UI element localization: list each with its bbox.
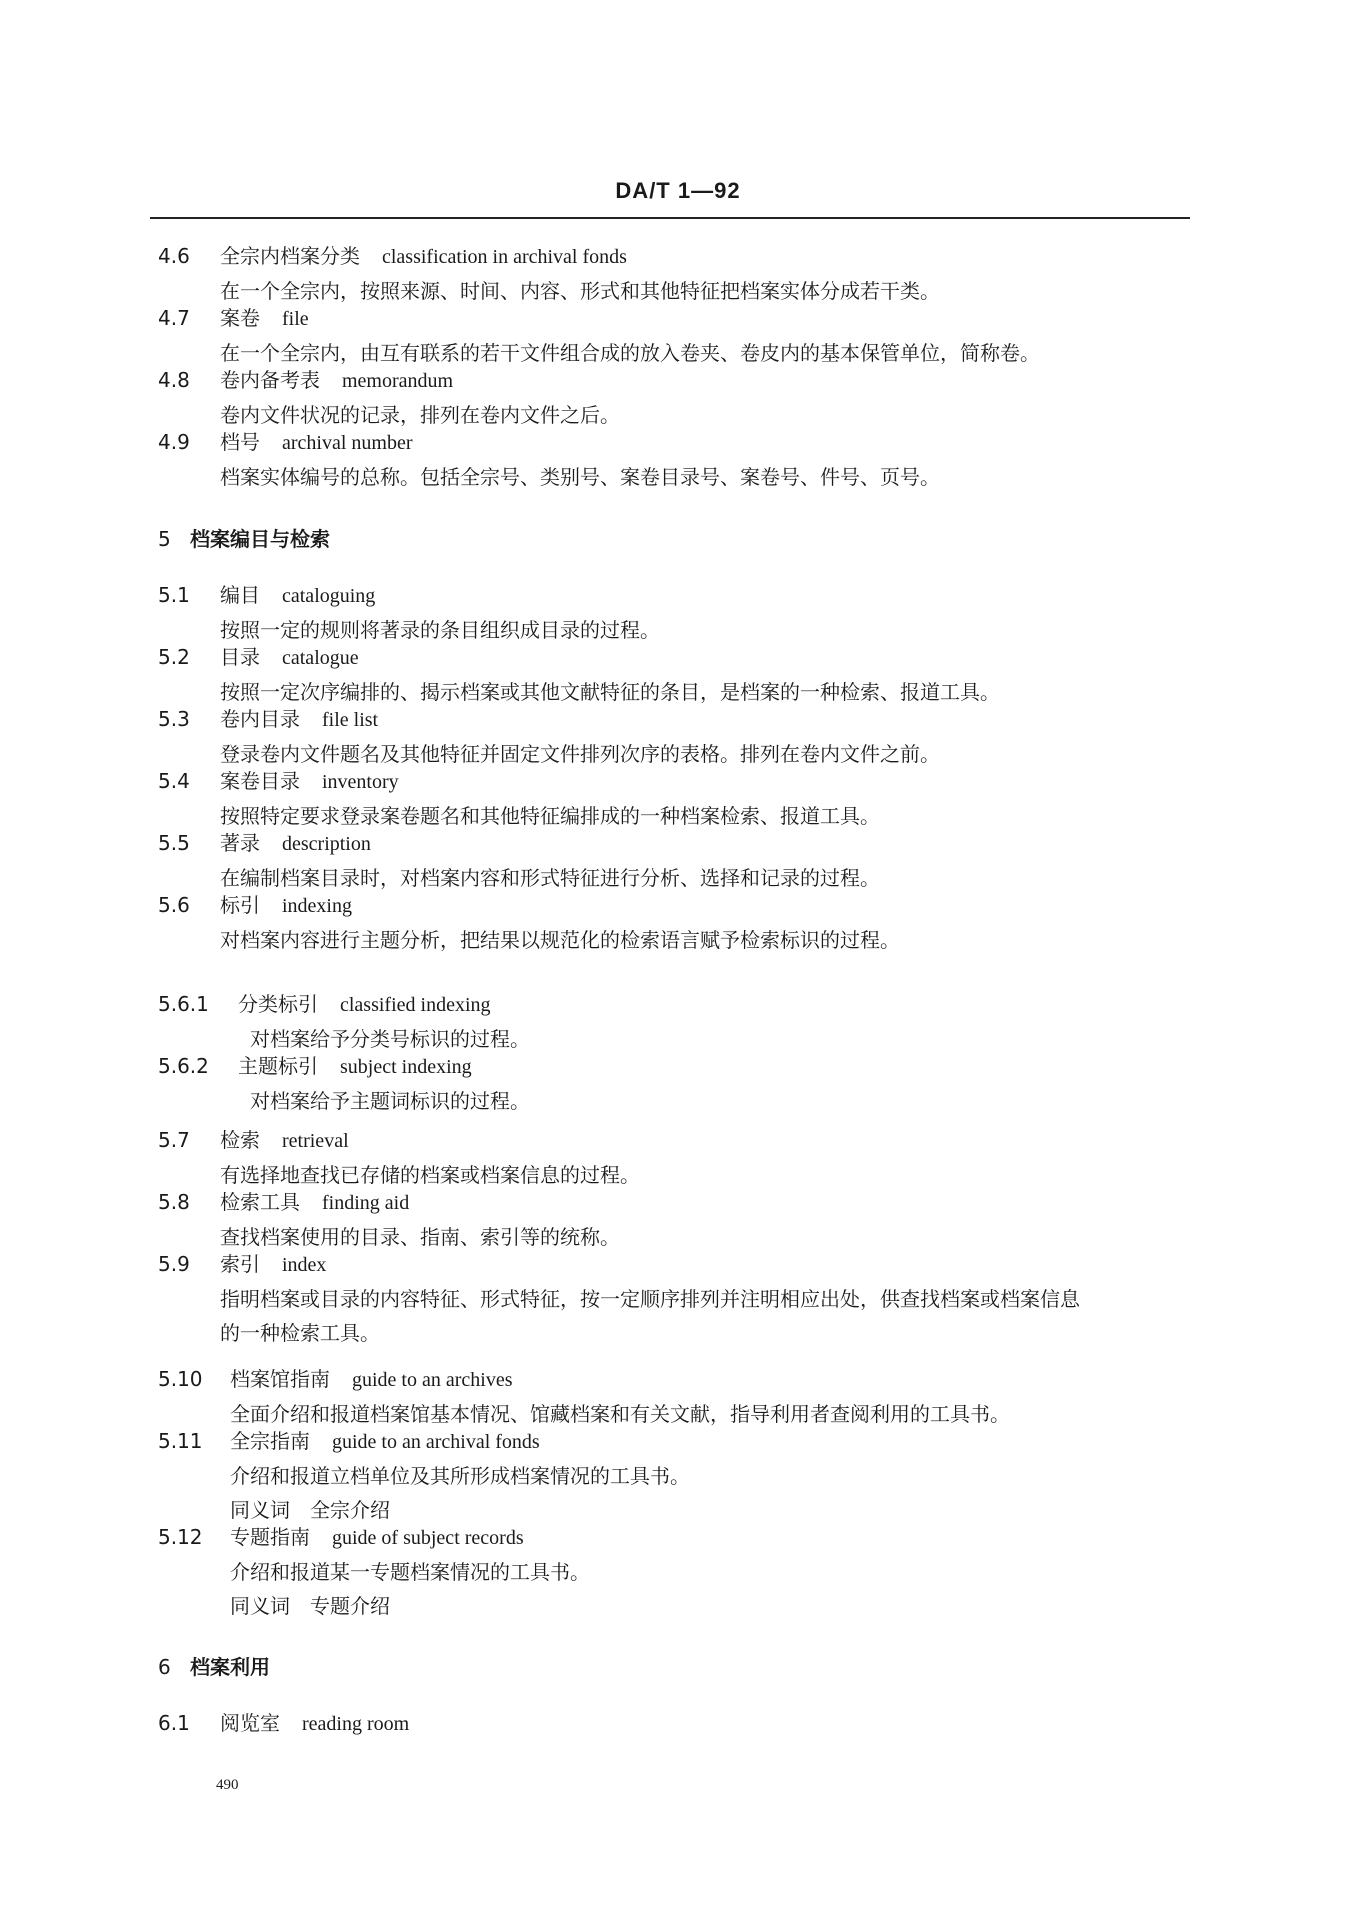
term-chinese: 阅览室 [220, 1711, 280, 1735]
term-chinese: 著录 [220, 831, 260, 855]
term-english: guide to an archival fonds [332, 1431, 540, 1453]
term-line [158, 987, 1218, 1022]
term-definition: 按照一定次序编排的、揭示档案或其他文献特征的条目，是档案的一种检索、报道工具。 [220, 680, 1000, 704]
term-definition: 对档案内容进行主题分析，把结果以规范化的检索语言赋予检索标识的过程。 [220, 928, 900, 952]
term-definition: 同义词 全宗介绍 [230, 1498, 390, 1522]
term-line [158, 578, 1218, 613]
term-chinese: 标引 [220, 893, 260, 917]
term-english: retrieval [282, 1130, 349, 1152]
term-definition: 查找档案使用的目录、指南、索引等的统称。 [220, 1225, 620, 1249]
term-number: 5.12 [158, 1525, 203, 1549]
term-entry [158, 1520, 1218, 1623]
term-entry [158, 1706, 1218, 1741]
term-line [158, 425, 1218, 460]
term-english: subject indexing [340, 1056, 472, 1078]
term-entry [158, 764, 1218, 833]
section-number: 5 [158, 527, 171, 551]
term-definition: 指明档案或目录的内容特征、形式特征，按一定顺序排列并注明相应出处，供查找档案或档案信息 [220, 1287, 1080, 1311]
term-chinese: 全宗内档案分类 [220, 244, 360, 268]
term-definition: 对档案给予分类号标识的过程。 [250, 1027, 530, 1051]
term-line [158, 1185, 1218, 1220]
term-entry [158, 239, 1218, 308]
term-definition: 的一种检索工具。 [220, 1321, 380, 1345]
term-entry [158, 1362, 1218, 1431]
term-english: archival number [282, 432, 413, 454]
term-english: cataloguing [282, 585, 376, 607]
section-5-heading [158, 523, 330, 552]
term-definition: 全面介绍和报道档案馆基本情况、馆藏档案和有关文献，指导利用者查阅利用的工具书。 [230, 1402, 1010, 1426]
term-english: finding aid [322, 1192, 410, 1214]
term-english: guide of subject records [332, 1527, 524, 1549]
term-definition: 介绍和报道立档单位及其所形成档案情况的工具书。 [230, 1464, 690, 1488]
section-number: 6 [158, 1655, 171, 1679]
term-definition: 登录卷内文件题名及其他特征并固定文件排列次序的表格。排列在卷内文件之前。 [220, 742, 940, 766]
term-number: 5.7 [158, 1128, 190, 1152]
term-english: classification in archival fonds [382, 246, 627, 268]
term-english: classified indexing [340, 994, 491, 1016]
term-definition: 按照特定要求登录案卷题名和其他特征编排成的一种档案检索、报道工具。 [220, 804, 880, 828]
term-definition: 对档案给予主题词标识的过程。 [250, 1089, 530, 1113]
term-number: 5.10 [158, 1367, 203, 1391]
term-entry [158, 1424, 1218, 1527]
term-definition: 在编制档案目录时，对档案内容和形式特征进行分析、选择和记录的过程。 [220, 866, 880, 890]
term-entry [158, 987, 1218, 1056]
term-entry [158, 826, 1218, 895]
term-number: 4.8 [158, 368, 190, 392]
term-chinese: 全宗指南 [230, 1429, 310, 1453]
term-english: index [282, 1254, 327, 1276]
term-number: 4.9 [158, 430, 190, 454]
term-line [158, 640, 1218, 675]
section-title: 档案利用 [190, 1655, 270, 1679]
term-entry [158, 363, 1218, 432]
term-number: 5.5 [158, 831, 190, 855]
term-entry [158, 1123, 1218, 1192]
term-english: reading room [302, 1713, 410, 1735]
term-line [158, 301, 1218, 336]
term-line [158, 888, 1218, 923]
page-header: DA/T 1—92 [615, 178, 741, 203]
term-chinese: 卷内备考表 [220, 368, 320, 392]
term-line [158, 1247, 1218, 1282]
term-number: 4.6 [158, 244, 190, 268]
term-definition: 在一个全宗内，由互有联系的若干文件组合成的放入卷夹、卷皮内的基本保管单位，简称卷。 [220, 341, 1040, 365]
term-line [158, 702, 1218, 737]
term-english: catalogue [282, 647, 359, 669]
term-line [158, 1424, 1218, 1459]
term-definition: 同义词 专题介绍 [230, 1594, 390, 1618]
term-line [158, 1706, 1218, 1741]
term-entry [158, 640, 1218, 709]
term-number: 5.6.1 [158, 992, 209, 1016]
term-entry [158, 578, 1218, 647]
term-number: 5.4 [158, 769, 190, 793]
term-number: 6.1 [158, 1711, 190, 1735]
term-entry [158, 301, 1218, 370]
page-number: 490 [216, 1777, 239, 1793]
term-entry [158, 425, 1218, 494]
term-chinese: 卷内目录 [220, 707, 300, 731]
term-chinese: 检索工具 [220, 1190, 300, 1214]
term-english: file list [322, 709, 379, 731]
term-line [158, 1123, 1218, 1158]
term-english: indexing [282, 895, 352, 917]
term-number: 4.7 [158, 306, 190, 330]
term-entry [158, 1247, 1218, 1350]
term-number: 5.2 [158, 645, 190, 669]
term-entry [158, 1185, 1218, 1254]
section-6-heading [158, 1651, 270, 1680]
term-line [158, 826, 1218, 861]
term-chinese: 索引 [220, 1252, 260, 1276]
term-line [158, 1049, 1218, 1084]
term-chinese: 主题标引 [238, 1054, 318, 1078]
term-number: 5.1 [158, 583, 190, 607]
term-chinese: 案卷目录 [220, 769, 300, 793]
term-line [158, 363, 1218, 398]
term-english: memorandum [342, 370, 454, 392]
term-chinese: 分类标引 [238, 992, 318, 1016]
term-number: 5.8 [158, 1190, 190, 1214]
term-english: inventory [322, 771, 399, 793]
term-line [158, 1362, 1218, 1397]
term-english: guide to an archives [352, 1369, 513, 1391]
term-definition: 有选择地查找已存储的档案或档案信息的过程。 [220, 1163, 640, 1187]
term-definition: 在一个全宗内，按照来源、时间、内容、形式和其他特征把档案实体分成若干类。 [220, 279, 940, 303]
term-entry [158, 1049, 1218, 1118]
header-rule [150, 217, 1190, 219]
term-line [158, 764, 1218, 799]
term-chinese: 专题指南 [230, 1525, 310, 1549]
term-definition: 卷内文件状况的记录，排列在卷内文件之后。 [220, 403, 620, 427]
term-english: description [282, 833, 371, 855]
term-line [158, 1520, 1218, 1555]
term-definition: 介绍和报道某一专题档案情况的工具书。 [230, 1560, 590, 1584]
term-number: 5.3 [158, 707, 190, 731]
term-chinese: 档号 [220, 430, 260, 454]
term-definition: 按照一定的规则将著录的条目组织成目录的过程。 [220, 618, 660, 642]
term-number: 5.6.2 [158, 1054, 209, 1078]
term-number: 5.6 [158, 893, 190, 917]
term-line [158, 239, 1218, 274]
term-chinese: 目录 [220, 645, 260, 669]
term-chinese: 档案馆指南 [230, 1367, 330, 1391]
section-title: 档案编目与检索 [190, 527, 330, 551]
term-chinese: 案卷 [220, 306, 260, 330]
term-chinese: 检索 [220, 1128, 260, 1152]
term-english: file [282, 308, 309, 330]
term-entry [158, 702, 1218, 771]
term-chinese: 编目 [220, 583, 260, 607]
term-number: 5.11 [158, 1429, 203, 1453]
term-definition: 档案实体编号的总称。包括全宗号、类别号、案卷目录号、案卷号、件号、页号。 [220, 465, 940, 489]
term-entry [158, 888, 1218, 957]
term-number: 5.9 [158, 1252, 190, 1276]
